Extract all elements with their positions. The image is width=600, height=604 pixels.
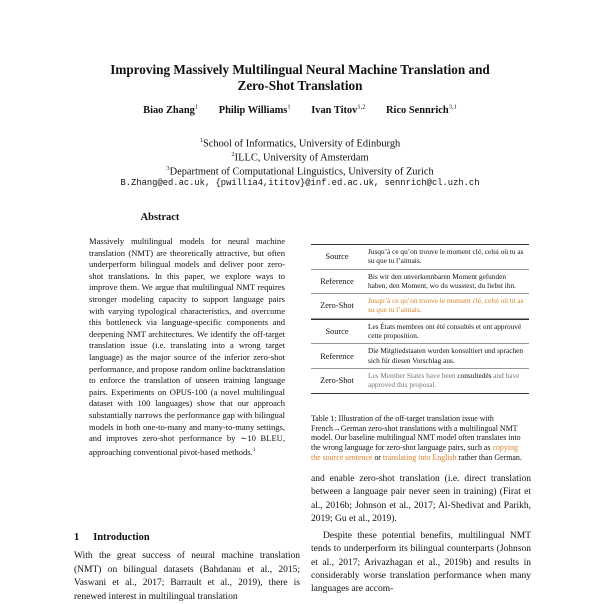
abstract-heading: Abstract (140, 212, 180, 223)
footnote-mark: 1 (252, 446, 256, 453)
row-text: Jusqu’à ce qu’on trouve le moment clé, celui où tu as su que tu l’aimais. (368, 247, 524, 266)
row-text: Die Mitgliedstaaten wurden konsultiert und sprachen sich für diesen Vorschlag aus. (368, 346, 524, 365)
row-text: Bis wir den unverkennbaren Moment gefunden haben, den Moment, wo du wusstest, du liebst ihn. (368, 271, 516, 290)
affiliation: $^3$Department of Computational Linguistics, University of Zurich (166, 165, 434, 178)
paper-title (60, 62, 540, 94)
row-label: Source (325, 327, 349, 337)
row-label: Zero-Shot (320, 301, 354, 311)
author-emails: B.Zhang@ed.ac.uk, {pwillia4,ititov}@inf.ed.ac.uk, sennrich@cl.uzh.ch (120, 178, 480, 188)
right-column-text (311, 473, 531, 597)
section-heading: 1 Introduction (74, 532, 150, 543)
title-line-1: Improving Massively Multilingual Neural Machine Translation and (110, 62, 490, 77)
abstract-body: Massively multilingual models for neural machine translation (NMT) are theoretically attractive, but often underperform bilingual models and deliver poor zero-shot translations. In this paper, we explore ways to improve them. We argue that multilingual NMT requires stronger modeling capacity to support language pairs with varying typological characteristics, and overcome this bottleneck via language-specific components and deepening NMT architectures. We identify the off-target translation issue (i.e. translating into a wrong target language) as the major source of the inferior zero-shot performance, and propose random online backtranslation to enforce the translation of unseen training language pairs. Experiments on OPUS-100 (a novel multilingual dataset with 100 languages) show that our approach substantially narrows the performance gap with bilingual models in both one-to-many and many-to-many settings, and improves zero-shot performance by ∼10 BLEU, approaching conventional pivot-based methods.$^1$ (89, 236, 285, 457)
author: Ivan Titov$^{1,2}$ (311, 104, 366, 117)
table-row (311, 294, 529, 319)
author: Philip Williams$^1$ (218, 104, 291, 117)
table-row (311, 270, 529, 295)
row-label: Source (325, 252, 349, 262)
paragraph: Despite these potential benefits, multilingual NMT tends to underperform its bilingual counterparts (Johnson et al., 2017; Arivazhagan et al., 2019b) and results in considerably worse translation performance when many languages are accom- (311, 531, 531, 595)
paragraph: and enable zero-shot translation (i.e. direct translation between a language pair never seen in training) (Firat et al., 2016b; Johnson et al., 2017; Al-Shedivat and Parikh, 2019; Gu et al., 2019). (311, 474, 531, 524)
table-caption: Table 1: Illustration of the off-target translation issue with French→German zero-shot translations with a multilingual NMT model. Our baseline multilingual NMT model often translates into the wrong language for zero-shot language pairs, such as copying the source sentence or translating into English rather than German. (311, 414, 522, 462)
row-text: Les Member States have been consultedés and have approved this proposal. (368, 370, 520, 390)
author: Biao Zhang$^1$ (143, 104, 199, 117)
table-row (311, 319, 529, 345)
row-text: Les États membres ont été consultés et ont approuvé cette proposition. (368, 321, 522, 341)
affiliation: $^1$School of Informatics, University of Edinburgh (199, 137, 401, 150)
row-text: Jusqu’à ce qu’on trouve le moment clé, celui où tu as su que tu l’aimais. (368, 296, 524, 315)
table-row (311, 369, 529, 393)
row-label: Reference (320, 276, 354, 286)
affiliation: $^2$ILLC, University of Amsterdam (231, 151, 369, 164)
author: Rico Sennrich$^{3,1}$ (386, 104, 457, 117)
row-label: Zero-Shot (320, 376, 354, 386)
translation-examples-table (311, 244, 529, 394)
title-line-2: Zero-Shot Translation (237, 78, 363, 93)
author-list (60, 104, 540, 116)
row-label: Reference (320, 351, 354, 361)
intro-text: With the great success of neural machine translation (NMT) on bilingual datasets (Bahdanau et al., 2015; Vaswani et al., 2017; Barrault et al., 2019), there is renewed interest in multilingual translation (74, 551, 300, 602)
table-row (311, 245, 529, 270)
table-row (311, 344, 529, 369)
